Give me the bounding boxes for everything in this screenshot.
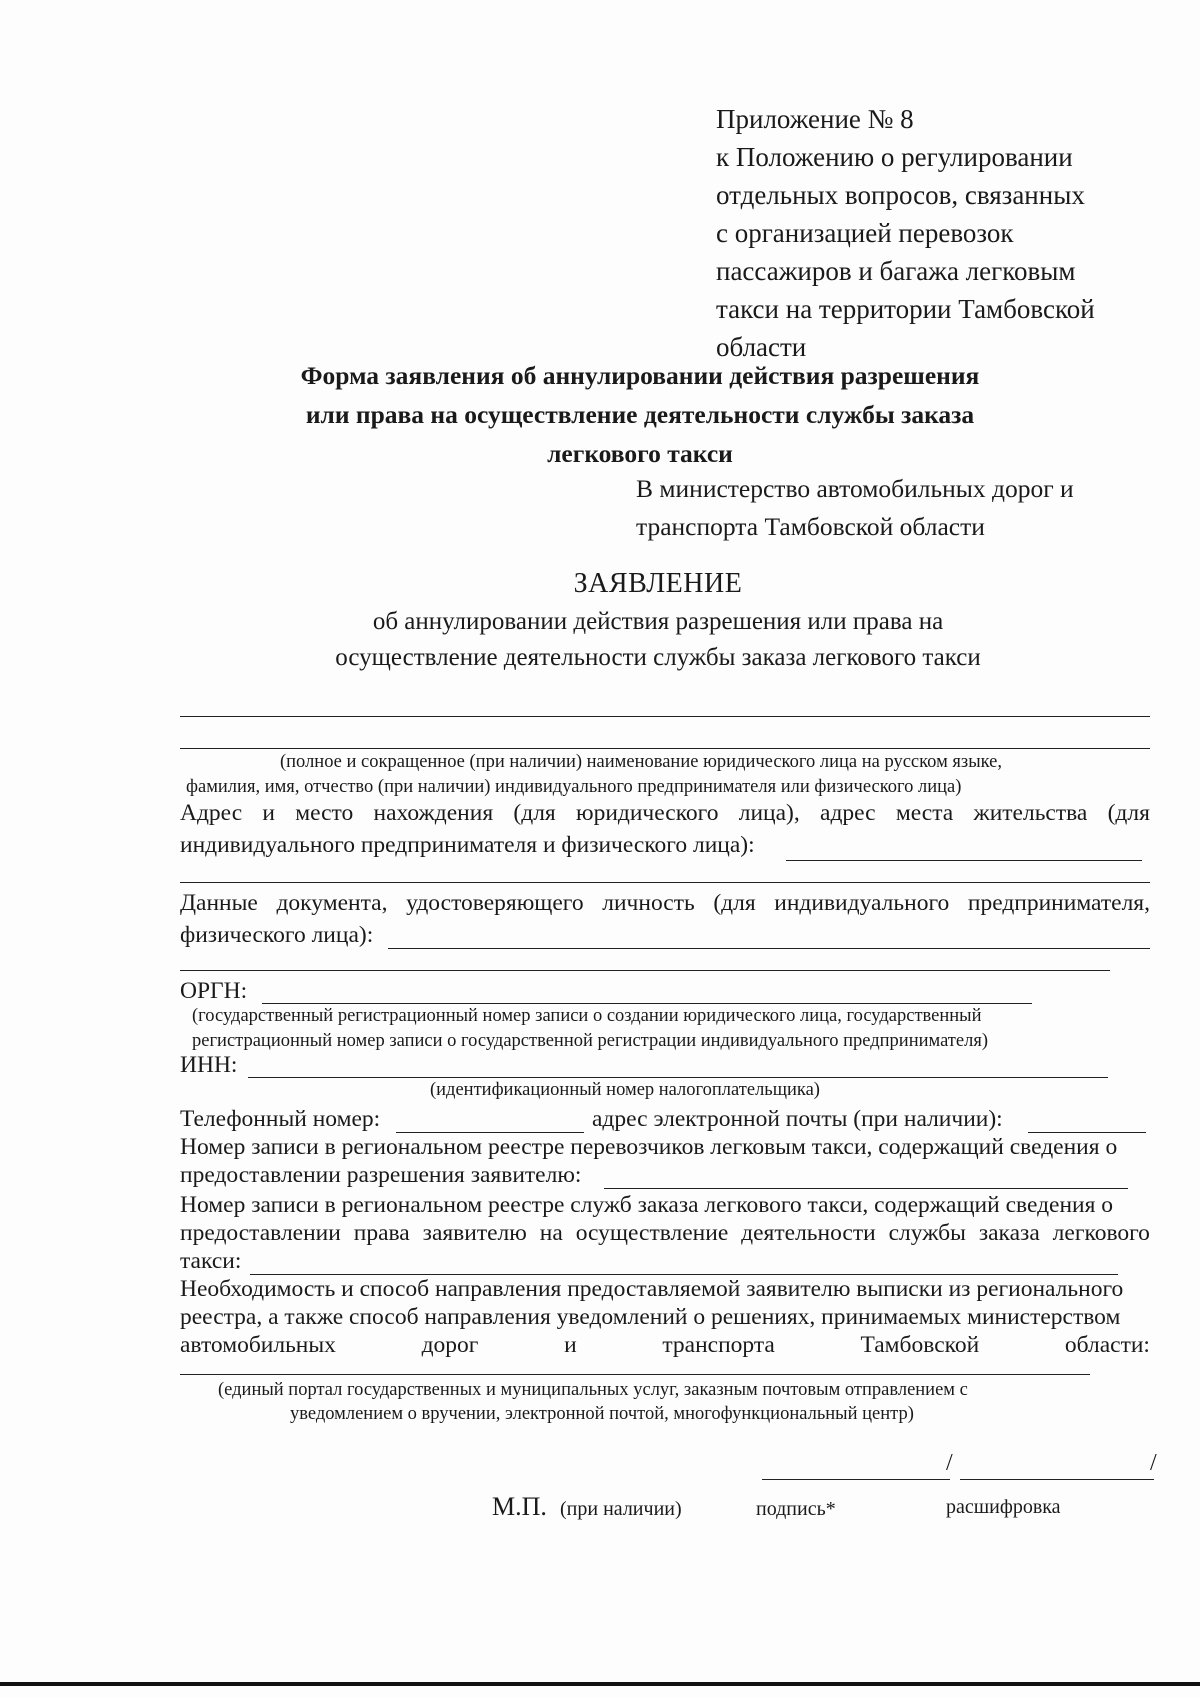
phone-label: Телефонный номер: (180, 1106, 381, 1132)
delivery-method-hint: (единый портал государственных и муниципальных услуг, заказным почтовым отправлением с (218, 1380, 968, 1400)
dispatch-word: на (539, 1220, 563, 1246)
address-word: лица), (738, 800, 800, 826)
appendix-line: пассажиров и багажа легковым (716, 256, 1076, 286)
applicant-name-field-line-1[interactable] (180, 716, 1150, 717)
delivery-word: дорог (421, 1332, 479, 1358)
dispatch-word: заявителю (422, 1220, 527, 1246)
delivery-word: области: (1064, 1332, 1150, 1358)
identity-word: личность (602, 890, 695, 916)
signature-label: подпись* (756, 1498, 836, 1520)
stamp-note: (при наличии) (560, 1498, 682, 1520)
form-title-line: легкового такси (547, 439, 733, 468)
address-word: и (262, 800, 275, 826)
address-field-line-2[interactable] (180, 882, 1150, 883)
delivery-method-field[interactable] (180, 1374, 1090, 1375)
address-word: места (895, 800, 954, 826)
decoding-label: расшифровка (946, 1496, 1061, 1518)
address-label-line-1 (180, 800, 1150, 827)
scan-border (0, 1682, 1200, 1686)
dispatch-registry-label: Номер записи в региональном реестре служб заказа легкового такси, содержащий сведения о (180, 1192, 1114, 1218)
identity-word: (для (713, 890, 756, 916)
identity-label-line-2: физического лица): (180, 922, 374, 948)
dispatch-registry-field[interactable] (250, 1274, 1118, 1275)
appendix-line: отдельных вопросов, связанных (716, 180, 1085, 210)
appendix-line: такси на территории Тамбовской (716, 294, 1095, 324)
email-field[interactable] (1028, 1132, 1146, 1133)
email-label: адрес электронной почты (при наличии): (592, 1106, 1003, 1132)
addressee-line: В министерство автомобильных дорог и (636, 474, 1074, 503)
delivery-method-label: Необходимость и способ направления предоставляемой заявителю выписки из регионального (180, 1276, 1124, 1302)
ogrn-hint: (государственный регистрационный номер записи о создании юридического лица, государственный (192, 1006, 982, 1026)
addressee (636, 470, 1156, 546)
appendix-line: Приложение № 8 (716, 104, 914, 134)
address-word: адрес (820, 800, 876, 826)
statement-subtitle-line: осуществление деятельности службы заказа легкового такси (335, 644, 981, 671)
identity-field-line-1[interactable] (388, 948, 1150, 949)
signature-field[interactable] (762, 1479, 950, 1480)
statement-title: ЗАЯВЛЕНИЕ (573, 568, 743, 599)
identity-word: удостоверяющего (406, 890, 584, 916)
appendix-line: области (716, 332, 807, 362)
identity-field-line-2[interactable] (180, 970, 1110, 971)
addressee-line: транспорта Тамбовской области (636, 512, 985, 541)
address-word: место (295, 800, 354, 826)
appendix-reference (716, 100, 1136, 366)
identity-word: индивидуального (774, 890, 950, 916)
appendix-line: к Положению о регулировании (716, 142, 1073, 172)
ogrn-label: ОРГН: (180, 978, 248, 1004)
form-title (240, 356, 1040, 473)
separator-slash: / (946, 1450, 953, 1476)
applicant-name-hint: (полное и сокращенное (при наличии) наименование юридического лица на русском языке, (280, 752, 1003, 772)
appendix-line: с организацией перевозок (716, 218, 1014, 248)
address-word: жительства (973, 800, 1088, 826)
delivery-word: и (564, 1332, 577, 1358)
inn-field[interactable] (248, 1077, 1108, 1078)
statement-subtitle (0, 604, 1200, 676)
separator-slash: / (1150, 1450, 1157, 1476)
address-word: нахождения (373, 800, 494, 826)
decoding-field[interactable] (960, 1479, 1154, 1480)
address-word: Адрес (180, 800, 243, 826)
delivery-word: автомобильных (180, 1332, 336, 1358)
address-word: (для (1107, 800, 1150, 826)
address-word: юридического (576, 800, 719, 826)
stamp-label: М.П. (492, 1492, 547, 1521)
address-word: (для (513, 800, 556, 826)
dispatch-word: заказа (978, 1220, 1040, 1246)
ogrn-hint: регистрационный номер записи о государственной регистрации индивидуального предпринимателя) (192, 1031, 989, 1051)
inn-label: ИНН: (180, 1052, 238, 1078)
identity-word: предпринимателя, (967, 890, 1150, 916)
delivery-method-label: реестра, а также способ направления уведомлений о решениях, принимаемых министерством (180, 1304, 1121, 1330)
dispatch-registry-label-line-2 (180, 1220, 1150, 1247)
carriers-registry-field[interactable] (604, 1188, 1128, 1189)
dispatch-word: права (353, 1220, 410, 1246)
inn-hint: (идентификационный номер налогоплательщика) (430, 1080, 820, 1100)
identity-label-line-1 (180, 890, 1150, 917)
identity-word: документа, (276, 890, 388, 916)
carriers-registry-label: Номер записи в региональном реестре перевозчиков легковым такси, содержащий сведения о (180, 1134, 1118, 1160)
statement-subtitle-line: об аннулировании действия разрешения или права на (372, 608, 944, 635)
delivery-word: Тамбовской (860, 1332, 980, 1358)
identity-word: Данные (180, 890, 258, 916)
dispatch-word: деятельности (741, 1220, 876, 1246)
dispatch-registry-label-line-3: такси: (180, 1248, 242, 1274)
delivery-method-label-line-3 (180, 1332, 1150, 1359)
applicant-name-hint: фамилия, имя, отчество (при наличии) индивидуального предпринимателя или физического лица) (186, 777, 962, 797)
applicant-name-field-line-2[interactable] (180, 748, 1150, 749)
dispatch-word: осуществление (575, 1220, 729, 1246)
phone-field[interactable] (396, 1132, 584, 1133)
address-field-line-1[interactable] (786, 860, 1142, 861)
dispatch-word: предоставлении (180, 1220, 341, 1246)
dispatch-word: службы (888, 1220, 966, 1246)
delivery-method-hint: уведомлением о вручении, электронной почтой, многофункциональный центр) (290, 1404, 914, 1424)
form-title-line: или права на осуществление деятельности службы заказа (305, 400, 975, 429)
carriers-registry-label: предоставлении разрешения заявителю: (180, 1162, 582, 1188)
dispatch-word: легкового (1052, 1220, 1150, 1246)
ogrn-field[interactable] (262, 1003, 1032, 1004)
form-title-line: Форма заявления об аннулировании действия разрешения (300, 361, 980, 390)
address-label-line-2: индивидуального предпринимателя и физического лица): (180, 832, 755, 858)
delivery-word: транспорта (662, 1332, 775, 1358)
